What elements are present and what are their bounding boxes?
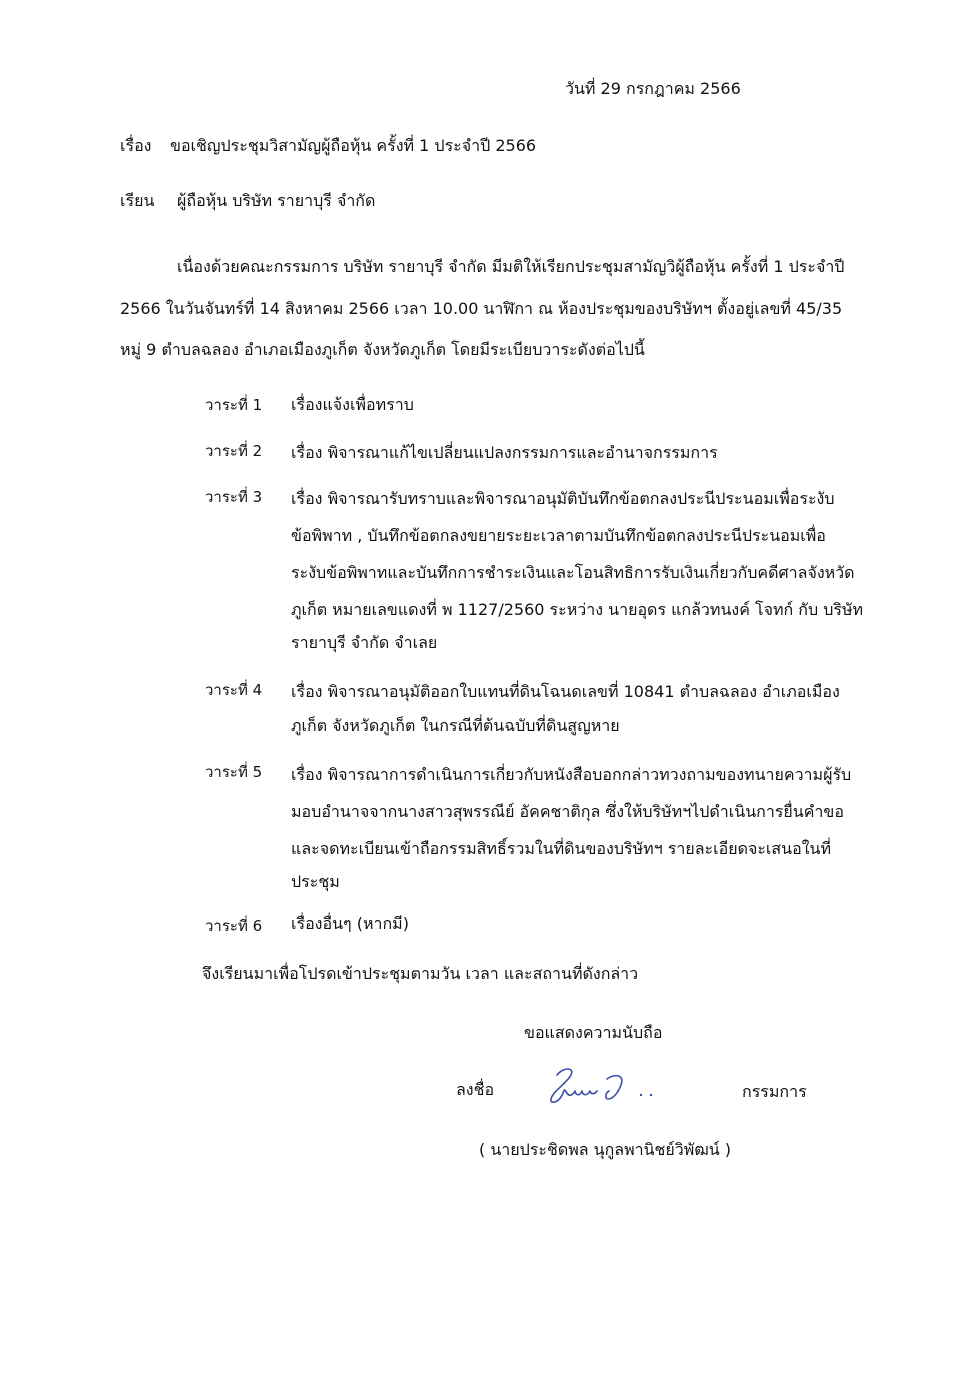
- agenda-5-text: มอบอำนาจจากนางสาวสุพรรณีย์ อัคคชาติกุล ซึ่งให้บริษัทฯไปดำเนินการยื่นคำขอ: [291, 802, 844, 821]
- intro-line: 2566 ในวันจันทร์ที่ 14 สิงหาคม 2566 เวลา 10.00 นาฬิกา ณ ห้องประชุมของบริษัทฯ ตั้งอยู่เลขที่ 45/35: [120, 299, 843, 318]
- agenda-4-text: เรื่อง พิจารณาอนุมัติออกใบแทนที่ดินโฉนดเลขที่ 10841 ตำบลฉลอง อำเภอเมือง: [291, 682, 840, 701]
- signature-label: ลงชื่อ: [456, 1080, 495, 1099]
- signature-role: กรรมการ: [742, 1082, 807, 1101]
- agenda-5-text: เรื่อง พิจารณาการดำเนินการเกี่ยวกับหนังสือบอกกล่าวทวงถามของทนายความผู้รับ: [291, 765, 852, 784]
- signature-image: [545, 1063, 675, 1109]
- agenda-5-label: วาระที่ 5: [205, 763, 263, 781]
- agenda-1-text: เรื่องแจ้งเพื่อทราบ: [291, 395, 414, 414]
- intro-line: เนื่องด้วยคณะกรรมการ บริษัท รายาบุรี จำกัด มีมติให้เรียกประชุมสามัญวิผู้ถือหุ้น ครั้งที่ 1 ประจำปี: [177, 257, 845, 276]
- agenda-3-label: วาระที่ 3: [205, 488, 263, 506]
- agenda-3-text: เรื่อง พิจารณารับทราบและพิจารณาอนุมัติบันทึกข้อตกลงประนีประนอมเพื่อระงับ: [291, 489, 835, 508]
- agenda-4-label: วาระที่ 4: [205, 681, 263, 699]
- agenda-2-label: วาระที่ 2: [205, 442, 263, 460]
- subject-text: ขอเชิญประชุมวิสามัญผู้ถือหุ้น ครั้งที่ 1 ประจำปี 2566: [170, 136, 537, 155]
- agenda-3-text: ข้อพิพาท , บันทึกข้อตกลงขยายระยะเวลาตามบันทึกข้อตกลงประนีประนอมเพื่อ: [291, 526, 826, 545]
- regards-text: ขอแสดงความนับถือ: [524, 1023, 663, 1042]
- recipient-label: เรียน: [120, 191, 155, 210]
- agenda-4-text: ภูเก็ต จังหวัดภูเก็ต ในกรณีที่ต้นฉบับที่ดินสูญหาย: [291, 716, 620, 735]
- agenda-3-text: รายาบุรี จำกัด จำเลย: [291, 633, 438, 652]
- agenda-3-text: ภูเก็ต หมายเลขแดงที่ พ 1127/2560 ระหว่าง นายอุดร แกล้วทนงค์ โจทก์ กับ บริษัท: [291, 600, 864, 619]
- subject-label: เรื่อง: [120, 136, 152, 155]
- recipient-text: ผู้ถือหุ้น บริษัท รายาบุรี จำกัด: [177, 191, 376, 210]
- agenda-6-label: วาระที่ 6: [205, 917, 263, 935]
- closing-text: จึงเรียนมาเพื่อโปรดเข้าประชุมตามวัน เวลา และสถานที่ดังกล่าว: [202, 964, 639, 983]
- agenda-6-text: เรื่องอื่นๆ (หากมี): [291, 914, 409, 933]
- signer-name: ( นายประชิดพล นุกูลพานิชย์วิพัฒน์ ): [479, 1140, 732, 1159]
- agenda-1-label: วาระที่ 1: [205, 396, 263, 414]
- letter-date: วันที่ 29 กรกฎาคม 2566: [565, 79, 741, 98]
- agenda-3-text: ระงับข้อพิพาทและบันทึกการชำระเงินและโอนสิทธิการรับเงินเกี่ยวกับคดีศาลจังหวัด: [291, 563, 855, 582]
- agenda-5-text: และจดทะเบียนเข้าถือกรรมสิทธิ์รวมในที่ดินของบริษัทฯ รายละเอียดจะเสนอในที่: [291, 839, 832, 858]
- agenda-2-text: เรื่อง พิจารณาแก้ไขเปลี่ยนแปลงกรรมการและอำนาจกรรมการ: [291, 443, 718, 462]
- intro-line: หมู่ 9 ตำบลฉลอง อำเภอเมืองภูเก็ต จังหวัดภูเก็ต โดยมีระเบียบวาระดังต่อไปนี้: [120, 340, 645, 359]
- agenda-5-text: ประชุม: [291, 872, 340, 891]
